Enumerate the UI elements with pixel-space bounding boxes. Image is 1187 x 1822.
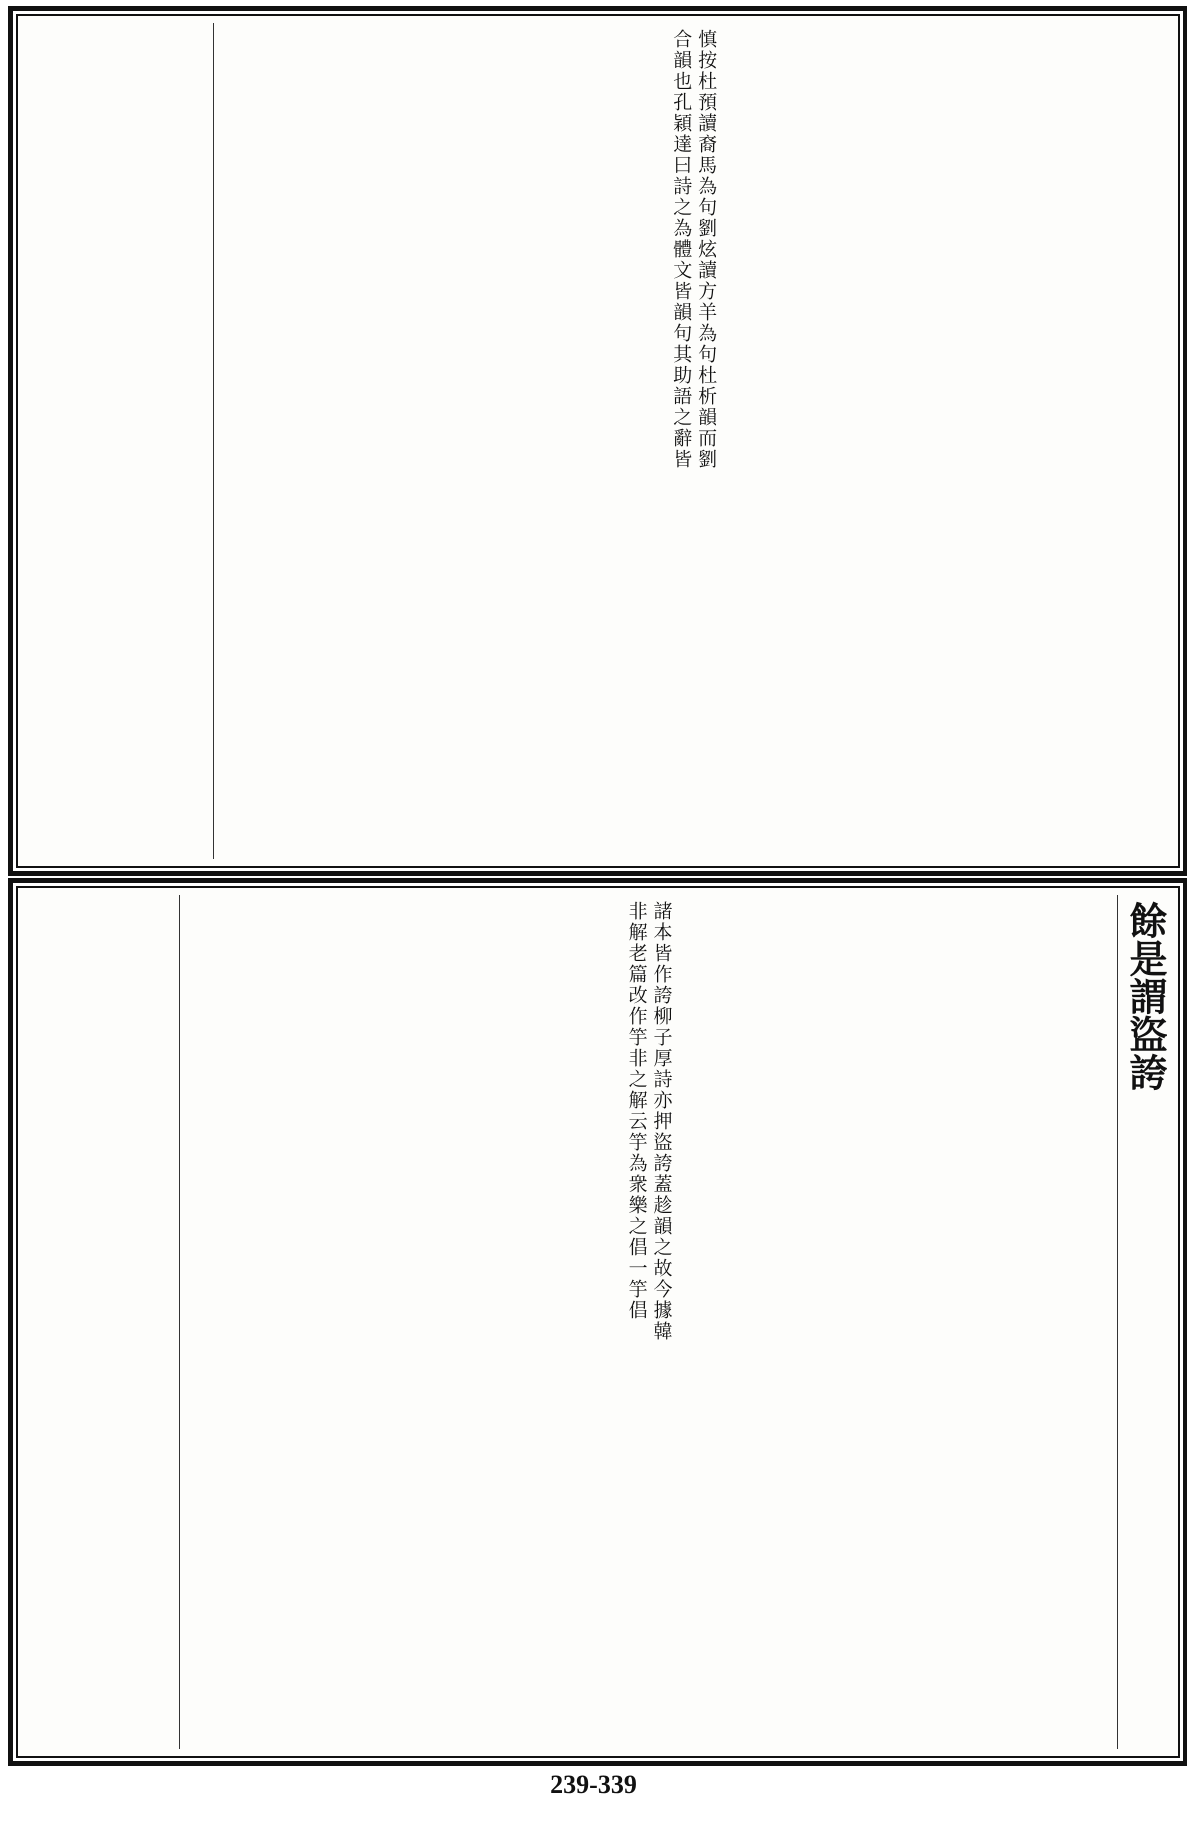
text-column xyxy=(1117,895,1173,1749)
note-line: 慎按杜預讀裔馬為句劉炫讀方羊為句杜析韻而劉 xyxy=(695,29,718,470)
top-columns xyxy=(23,23,1173,859)
bottom-columns xyxy=(23,895,1173,1749)
top-page-panel xyxy=(8,6,1187,876)
double-note xyxy=(669,29,717,470)
page-number: 239-339 xyxy=(550,1770,637,1799)
note-line: 諸本皆作誇柳子厚詩亦押盜誇蓋趁韻之故今據韓 xyxy=(650,901,673,1342)
text-column xyxy=(0,23,213,859)
note-line: 合韻也孔穎達曰詩之為體文皆韻句其助語之辭皆 xyxy=(670,29,693,470)
bottom-page-panel xyxy=(8,878,1187,1766)
text-column xyxy=(179,895,1117,1749)
section-heading: 餘是謂盜誇 xyxy=(1123,901,1168,1091)
note-line: 非解老篇改作竽非之解云竽為衆樂之倡一竽倡 xyxy=(625,901,648,1321)
text-column xyxy=(0,895,179,1749)
double-note xyxy=(625,901,673,1342)
text-column xyxy=(213,23,1173,859)
